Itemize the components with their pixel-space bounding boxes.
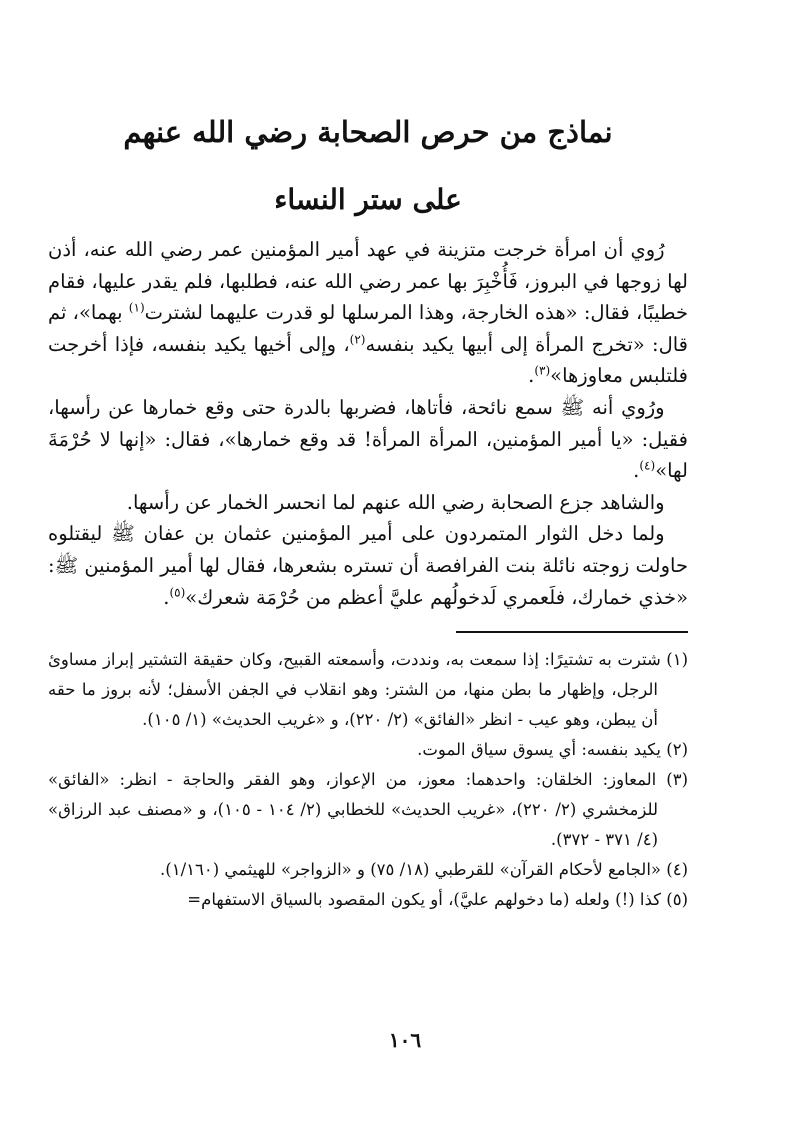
paragraph-2 (48, 392, 688, 487)
paragraph-text: . (633, 459, 640, 483)
footnote-2: (٢) يكيد بنفسه: أي يسوق سياق الموت. (417, 740, 688, 760)
footnote-4: (٤) «الجامع لأحكام القرآن» للقرطبي (١٨/ ٧٥) و «الزواجر» للهيثمي (١/١٦٠). (160, 860, 688, 880)
footnote-ref-1: (١) (128, 300, 145, 315)
paragraph-text: رُوي أن امرأة خرجت متزينة في عهد أمير المؤمنين عمر رضي الله عنه، أذن لها زوجها في البروز، فَأُخْبِرَ بها عمر رضي الله عنه، فطلبها، فلم يقدر عليها، فقام خطيبًا، فقال: «هذه الخارجة، وهذا المرسلها لو قدرت عليهما لشترت (48, 238, 688, 325)
paragraph-text: . (163, 585, 170, 609)
paragraph-4 (48, 518, 688, 613)
document-page (48, 100, 688, 1100)
page-title: نماذج من حرص الصحابة رضي الله عنهم (123, 115, 613, 149)
paragraph-text: والشاهد جزع الصحابة رضي الله عنهم لما انحسر الخمار عن رأسها. (126, 490, 665, 514)
footnote-ref-5: (٥) (169, 585, 186, 600)
footnote-ref-2: (٢) (349, 332, 366, 347)
footnote-separator (456, 631, 688, 633)
paragraph-text: بهما»، ثم قال: «تخرج المرأة إلى أبيها يكيد بنفسه (48, 301, 688, 356)
paragraph-text: ورُوي أنه ﷺ سمع نائحة، فأتاها، فضربها بالدرة حتى وقع خمارها عن رأسها، فقيل: «يا أمير المؤمنين، المرأة المرأة! قد وقع خمارها»، فقال: «إنها لا حُرْمَةَ لها» (48, 395, 688, 483)
section-subtitle: على ستر النساء (274, 183, 462, 216)
page-number: ١٠٦ (388, 1028, 422, 1052)
footnotes (48, 645, 688, 915)
footnote-ref-3: (٣) (534, 363, 551, 378)
paragraph-text: ، وإلى أخيها يكيد بنفسه، فإذا أخرجت فلتلبس معاوزها» (48, 332, 688, 388)
footnote-3: (٣) المعاوز: الخلقان: واحدهما: معوز، من الإعواز، وهو الفقر والحاجة - انظر: «الفائق» للزمخشري (٢/ ٢٢٠)، «غريب الحديث» للخطابي (٢/ ١٠٤ - ١٠٥)، و «مصنف عبد الرزاق» (٤/ ٣٧١ - ٣٧٢). (48, 770, 688, 850)
footnote-5: (٥) كذا (!) ولعله (ما دخولهم عليَّ)، أو يكون المقصود بالسياق الاستفهام= (187, 890, 688, 910)
paragraph-3 (48, 487, 688, 519)
paragraph-1 (48, 234, 688, 392)
paragraph-text: ولما دخل الثوار المتمردون على أمير المؤمنين عثمان بن عفان ﷺ ليقتلوه حاولت زوجته نائلة بنت الفرافصة أن تستره بشعرها، فقال لها أمير المؤمنين ﷺ: «خذي خمارك، فلَعمري لَدخولُهم عليَّ أعظم من حُرْمَة شعرك» (48, 522, 688, 609)
footnote-1: (١) شترت به تشتيرًا: إذا سمعت به، ونددت، وأسمعته القبيح، وكان حقيقة التشتير إبراز مساوئ الرجل، وإظهار ما بطن منها، من الشتر: وهو انقلاب في الجفن الأسفل؛ لأنه بروز ما حقه أن يبطن، وهو عيب - انظر «الفائق» (٢/ ٢٢٠)، و «غريب الحديث» (١/ ١٠٥). (48, 650, 688, 730)
paragraph-text: . (528, 364, 535, 388)
footnote-ref-4: (٤) (639, 458, 656, 473)
